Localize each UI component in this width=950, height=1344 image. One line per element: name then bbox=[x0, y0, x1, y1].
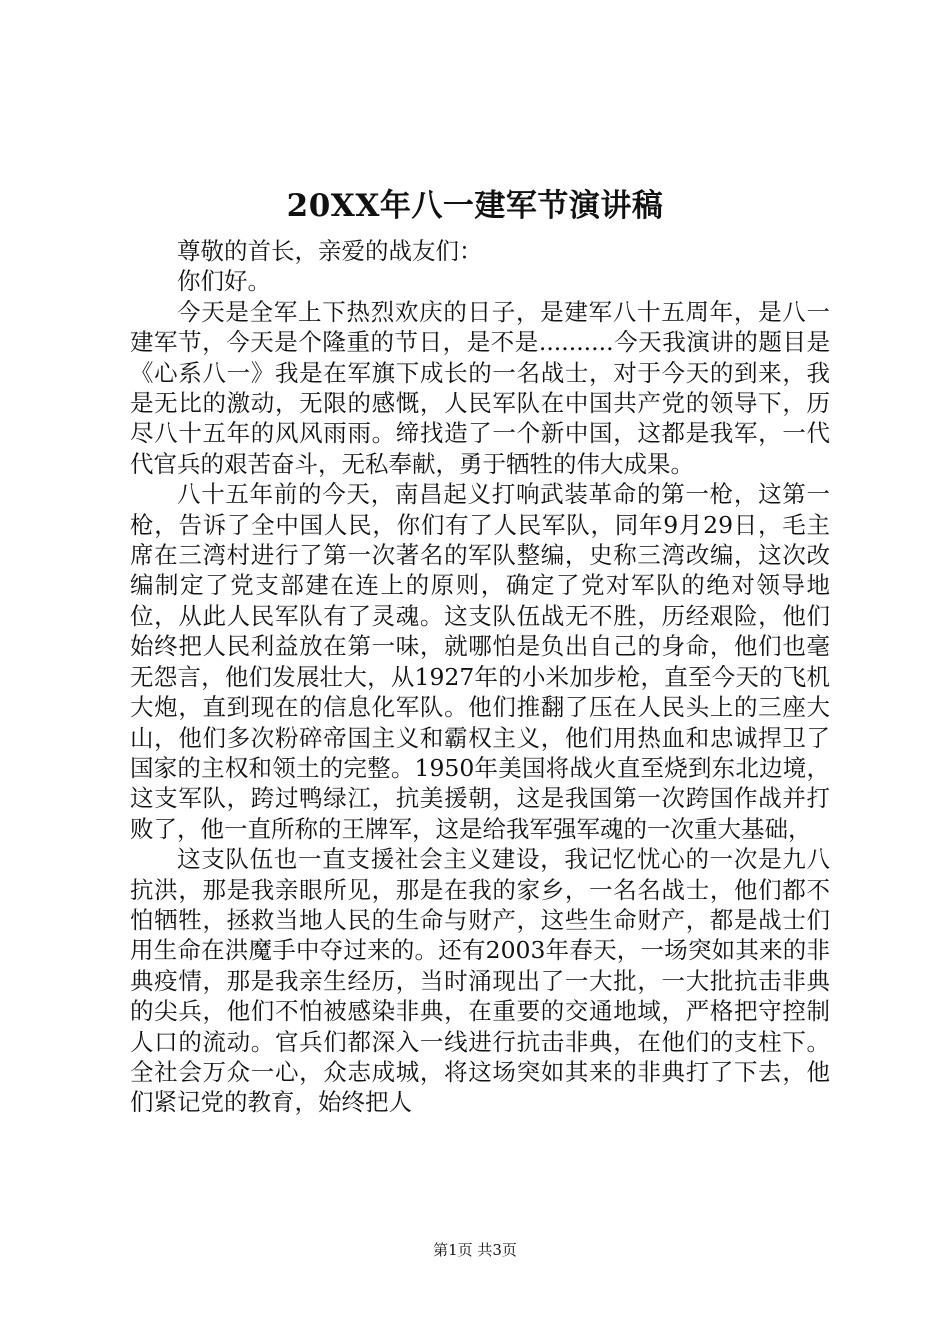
document-body bbox=[130, 236, 830, 1118]
document-title: 20XX年八一建军节演讲稿 bbox=[286, 188, 664, 224]
body-paragraph: 这支队伍也一直支援社会主义建设，我记忆忧心的一次是九八抗洪，那是我亲眼所见，那是在我的家乡，一名名战士，他们都不怕牺牲，拯救当地人民的生命与财产，这些生命财产，都是战士们用生命在洪魔手中夺过来的。还有2003年春天，一场突如其来的非典疫情，那是我亲生经历，当时涌现出了一大批，一大批抗击非典的尖兵，他们不怕被感染非典，在重要的交通地域，严格把守控制人口的流动。官兵们都深入一线进行抗击非典，在他们的支柱下。全社会万众一心，众志成城，将这场突如其来的非典打了下去，他们紧记党的教育，始终把人 bbox=[130, 845, 830, 1117]
greeting-paragraph: 你们好。 bbox=[177, 267, 271, 296]
salutation-paragraph: 尊敬的首长，亲爱的战友们： bbox=[177, 237, 483, 265]
body-paragraph: 今天是全军上下热烈欢庆的日子，是建军八十五周年，是八一建军节，今天是个隆重的节日，是不是..........今天我演讲的题目是《心系八一》我是在军旗下成长的一名战士，对于今天的到来，我是无比的激动，无限的感慨，人民军队在中国共产党的领导下，历尽八十五年的风风雨雨。缔找造了一个新中国，这都是我军，一代代官兵的艰苦奋斗，无私奉献，勇于牺牲的伟大成果。 bbox=[130, 297, 830, 478]
page-footer: 第1页 共3页 bbox=[433, 1241, 517, 1259]
body-paragraph: 八十五年前的今天，南昌起义打响武装革命的第一枪，这第一枪，告诉了全中国人民，你们有了人民军队，同年9月29日，毛主席在三湾村进行了第一次著名的军队整编，史称三湾改编，这次改编制定了党支部建在连上的原则，确定了党对军队的绝对领导地位，从此人民军队有了灵魂。这支队伍战无不胜，历经艰险，他们始终把人民利益放在第一味，就哪怕是负出自己的身命，他们也毫无怨言，他们发展壮大，从1927年的小米加步枪，直至今天的飞机大炮，直到现在的信息化军队。他们推翻了压在人民头上的三座大山，他们多次粉碎帝国主义和霸权主义，他们用热血和忠诚捍卫了国家的主权和领土的完整。1950年美国将战火直至烧到东北边境，这支军队，跨过鸭绿江，抗美援朝，这是我国第一次跨国作战并打败了，他一直所称的王牌军，这是给我军强军魂的一次重大基础， bbox=[130, 480, 830, 843]
